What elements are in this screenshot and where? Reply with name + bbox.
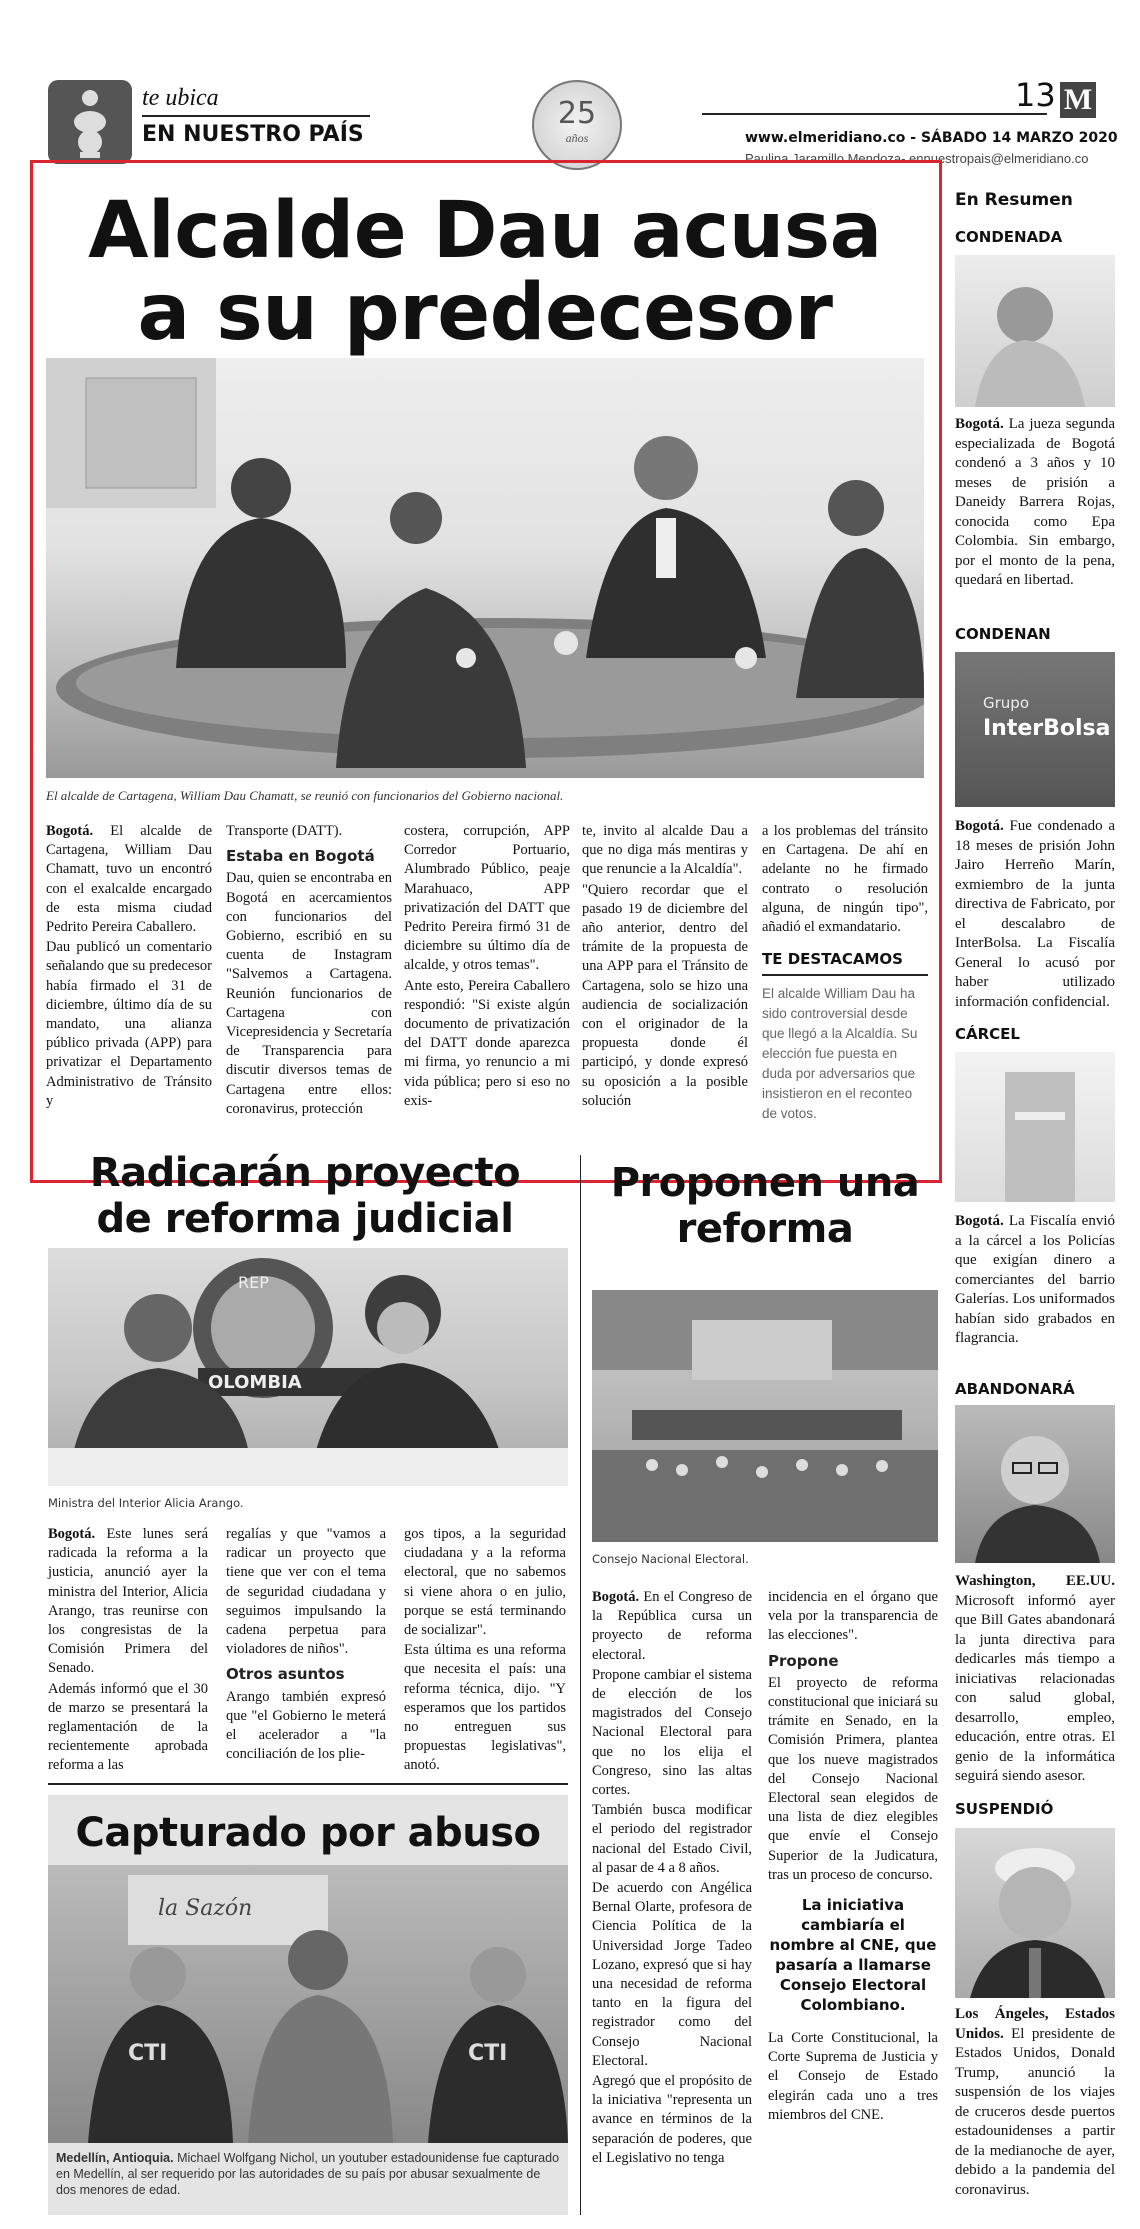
rj-bottom-rule (48, 1783, 568, 1785)
re-col-2 (768, 1588, 938, 2126)
page-number: 13 (1015, 76, 1056, 114)
destacamos-text: El alcalde William Dau ha sido controversial desde que llegó a la Alcaldía. Su elección fue puesta en duda por adversarios que insistieron en el reconteo de votos. (762, 986, 918, 1121)
reforma-electoral-caption: Consejo Nacional Electoral. (592, 1552, 749, 1566)
main-headline-line2: a su predecesor (137, 268, 833, 358)
rj-dateline: Bogotá. (48, 1526, 96, 1542)
capturado-headline: Capturado por abuso (75, 1810, 541, 1856)
sidebar-item-head: ABANDONARÁ (955, 1380, 1075, 1398)
sidebar-photo-interbolsa (955, 652, 1115, 807)
sidebar-photo-carcel (955, 1052, 1115, 1202)
main-col2-p1: Transporte (DATT). (226, 823, 343, 839)
rj-col-1 (48, 1525, 208, 1777)
main-headline-line1: Alcalde Dau acusa (88, 186, 882, 276)
banner-text: OLOMBIA (208, 1372, 302, 1393)
logo-letter: M (1063, 83, 1093, 116)
sidebar-title: En Resumen (955, 190, 1073, 210)
site-date: www.elmeridiano.co - SÁBADO 14 MARZO 2020 (745, 130, 1118, 146)
cti-badge-1: CTI (128, 2041, 168, 2066)
sidebar-item-text: Washington, EE.UU. Microsoft informó ayer que Bill Gates abandonará la junta directiva para dedicarles más tiempo a iniciativas relacionadas con salud global, desarrollo, empleo, educación, entre otras. El genio de la informática seguirá siendo asesor. (955, 1573, 1115, 1784)
main-col-1 (46, 822, 212, 1112)
sign-text: la Sazón (158, 1896, 253, 1921)
cti-badge-2: CTI (468, 2041, 508, 2066)
sidebar-item-head: SUSPENDIÓ (955, 1800, 1054, 1818)
reforma-judicial-photo (48, 1248, 568, 1486)
destacamos-rule (762, 974, 928, 976)
main-col1-p1: El alcalde de Cartagena, William Dau Chamatt, tuvo un encontró con el exalcalde encargado de esta misma ciudad Pedrito Pereira Caballero. (46, 823, 213, 936)
rj-col3-p2: Esta última es una reforma que necesita el país: una reforma técnica, dijo. "Y esperamos que los partidos no entreguen sus propuestas legislativas", anotó. (404, 1642, 566, 1774)
main-col3-p2: Ante esto, Pereira Caballero respondió: "Si existe algún documento de privatización del DATT donde aparezca mi firma, yo renuncio a mi vida pública; pero si eso no exis- (404, 977, 570, 1109)
reforma-electoral-headline-1: Proponen una (610, 1160, 920, 1206)
capturado-photo (48, 1865, 568, 2143)
re-col2-p1: incidencia en el órgano que vela por la transparencia de las elecciones". (768, 1589, 938, 1644)
sidebar-item-head: CÁRCEL (955, 1025, 1020, 1043)
reforma-judicial-headline-1: Radicarán proyecto (89, 1150, 521, 1196)
rj-col-2 (226, 1525, 386, 1765)
destacamos-title: TE DESTACAMOS (762, 950, 903, 968)
rj-col2-p1: regalías y que "vamos a radicar un proyecto que tiene que ver con el tema de seguridad ciudadana y seguimos impulsando la cadena perpetua para violadores de niños". (226, 1526, 386, 1658)
main-photo (46, 358, 924, 778)
reforma-electoral-photo (592, 1290, 938, 1542)
main-col-4 (582, 822, 748, 1112)
logo-box (1060, 82, 1096, 118)
re-subhead: Propone (768, 1651, 839, 1670)
main-col-2 (226, 822, 392, 1120)
badge-number: 25 (557, 96, 597, 131)
rj-col1-p2: Además informó que el 30 de marzo se presentará la reglamentación de la recientemente aprobada reforma a las (48, 1680, 208, 1774)
sidebar-item-text: Bogotá. La Fiscalía envió a la cárcel a los Policías que exigían dinero a comerciantes del barrio Galerías. Los uniformados habían sido grabados en flagrancia. (955, 1213, 1115, 1346)
interbolsa-sign-small: Grupo (983, 694, 1029, 712)
rj-col1-p1: Este lunes será radicada la reforma a la justicia, anunció ayer la ministra del Interior, Alicia Arango, tras reunirse con los congresistas de la Comisión Primera del Senado. (48, 1526, 209, 1677)
main-photo-caption: El alcalde de Cartagena, William Dau Chamatt, se reunió con funcionarios del Gobierno nacional. (46, 788, 564, 803)
sidebar-item-text: Los Ángeles, Estados Unidos. El presidente de Estados Unidos, Donald Trump, anunció la suspensión de los viajes de cruceros desde puertos estadounidenses a partir de la medianoche de ayer, debido a la pandemia del coronavirus. (955, 2006, 1115, 2198)
capturado-caption-text: Michael Wolfgang Nichol, un youtuber estadounidense fue capturado en Medellín, al ser requerido por las autoridades de su país por abusar sexualmente de dos menores de edad. (56, 2151, 560, 2197)
re-col-1 (592, 1588, 752, 2169)
interbolsa-sign-big: InterBolsa (983, 716, 1111, 741)
rj-subhead: Otros asuntos (226, 1665, 345, 1684)
header-rule (702, 113, 1047, 115)
section-title: EN NUESTRO PAÍS (142, 122, 364, 147)
re-col2-p3: La Corte Constitucional, la Corte Suprema de Justicia y el Consejo de Estado elegirán cada uno a tres miembros del CNE. (768, 2030, 938, 2123)
re-col1-p2: Propone cambiar el sistema de elección de los magistrados del Consejo Nacional Electoral para que no los elija el Congreso, sino las altas cortes. (592, 1666, 752, 1799)
re-pullquote: La iniciativa cambiaría el nombre al CNE, que pasaría a llamarse Consejo Electoral Colombiano. (769, 1896, 937, 2015)
reforma-judicial-caption: Ministra del Interior Alicia Arango. (48, 1496, 244, 1510)
rj-col3-p1: gos tipos, a la seguridad ciudadana y a la reforma electoral, que no sabemos si viene ahora o en julio, porque se está terminando de socializar". (404, 1526, 566, 1639)
re-col2-p2: El proyecto de reforma constitucional que iniciará su trámite en Senado, en la Comisión Primera, plantea que los nueve magistrados del Consejo Nacional Electoral sean elegidos de una lista de diez elegibles que envíe el Consejo Superior de la Judicatura, tras un proceso de concurso. (768, 1674, 938, 1883)
rj-col2-p2: Arango también expresó que "el Gobierno le meterá el acelerador a "la conciliación de los plie- (226, 1688, 386, 1763)
main-col5-p1: a los problemas del tránsito en Cartagena. De ahí en adelante no he firmado contrato o resolución alguna, de ningún tipo", añadió el exmandatario. (762, 823, 928, 936)
re-col1-p5: Agregó que el propósito de la iniciativa "representa un avance en términos de la separación de poderes, que el Legislativo no tenga (592, 2073, 752, 2166)
main-col2-p2: Dau, quien se encontraba en Bogotá en acercamientos con funcionarios del Gobierno, escribió en su cuenta de Instagram "Salvemos a Cartagena. Reunión funcionarios de Cartagena con Vicepresidencia y Secretaría de Transparencia para discutir diversos temas de Cartagena entre ellos: coronavirus, protección (226, 870, 392, 1117)
sidebar-photo-condenada (955, 255, 1115, 407)
reforma-electoral-headline-2: reforma (676, 1206, 854, 1252)
sidebar-item-text: Bogotá. Fue condenado a 18 meses de prisión John Jairo Herreño Marín, exmiembro de la junta directiva de Fabricato, por el descalabro de InterBolsa. La Fiscalía General lo acusó por haber utilizado información confidencial. (955, 818, 1115, 1010)
main-col4-p1: te, invito al alcalde Dau a que no diga más mentiras y que renuncie a la Alcaldía". (582, 823, 748, 878)
sidebar-photo-trump (955, 1828, 1115, 1998)
capturado-dateline: Medellín, Antioquia. (56, 2151, 174, 2165)
capturado-caption (56, 2150, 561, 2198)
sidebar-item-head: CONDENAN (955, 625, 1051, 643)
re-dateline: Bogotá. (592, 1589, 640, 1605)
seal-text: REP (238, 1273, 269, 1292)
rj-col-3 (404, 1525, 566, 1777)
main-subhead: Estaba en Bogotá (226, 847, 375, 866)
main-col-3 (404, 822, 570, 1112)
re-col1-p1: En el Congreso de la República cursa un proyecto de reforma electoral. (592, 1589, 752, 1663)
badge-text: años (565, 131, 589, 145)
re-col1-p4: De acuerdo con Angélica Bernal Olarte, profesora de Ciencia Política de la Universidad Jorge Tadeo Lozano, expresó que si hay una necesidad de reforma tanto en la figura del registrador como del Consejo Nacional Electoral. (592, 1880, 752, 2069)
sidebar-item-text: Bogotá. La jueza segunda especializada de Bogotá condenó a 3 años y 10 meses de prisión a Daneidy Barrera Rojas, conocida como Epa Colombia. Sin embargo, por el monto de la pena, quedará en libertad. (955, 416, 1115, 588)
main-col3-p1: costera, corrupción, APP Corredor Portuario, Alumbrado Público, peaje Marahuaco, APP privatización del DATT que Pedrito Pereira firmó 31 de diciembre su último día de alcalde, y otros temas". (404, 823, 570, 974)
editor-line: Paulina Jaramillo Mendoza- ennuestropais@elmeridiano.co (745, 151, 1089, 166)
main-col-5 (762, 822, 928, 938)
sidebar-photo-gates (955, 1405, 1115, 1563)
column-divider (580, 1155, 581, 2215)
main-col4-p2: "Quiero recordar que el pasado 19 de diciembre del año anterior, dentro del trámite de la propuesta de una APP para el Tránsito de Cartagena, solo se hizo una audiencia de socialización con el originador de la propuesta donde él participó, y donde expresó su oposición a la posible solución (582, 881, 748, 1109)
section-kicker: te ubica (142, 85, 219, 111)
main-dateline: Bogotá. (46, 823, 94, 839)
re-col1-p3: También busca modificar el periodo del registrador nacional del Estado Civil, al pasar de 4 a 8 años. (592, 1802, 752, 1876)
main-col1-p2: Dau publicó un comentario señalando que su predecesor había firmado el 31 de diciembre, último día de su mandato, una alianza público privada (APP) para privatizar el Departamento Administrativo de Tránsito y (46, 939, 212, 1109)
anniversary-badge (532, 80, 622, 170)
reforma-judicial-headline-2: de reforma judicial (96, 1196, 514, 1242)
section-rule (142, 115, 370, 117)
sidebar-item-head: CONDENADA (955, 228, 1063, 246)
section-logo-icon (48, 80, 132, 164)
